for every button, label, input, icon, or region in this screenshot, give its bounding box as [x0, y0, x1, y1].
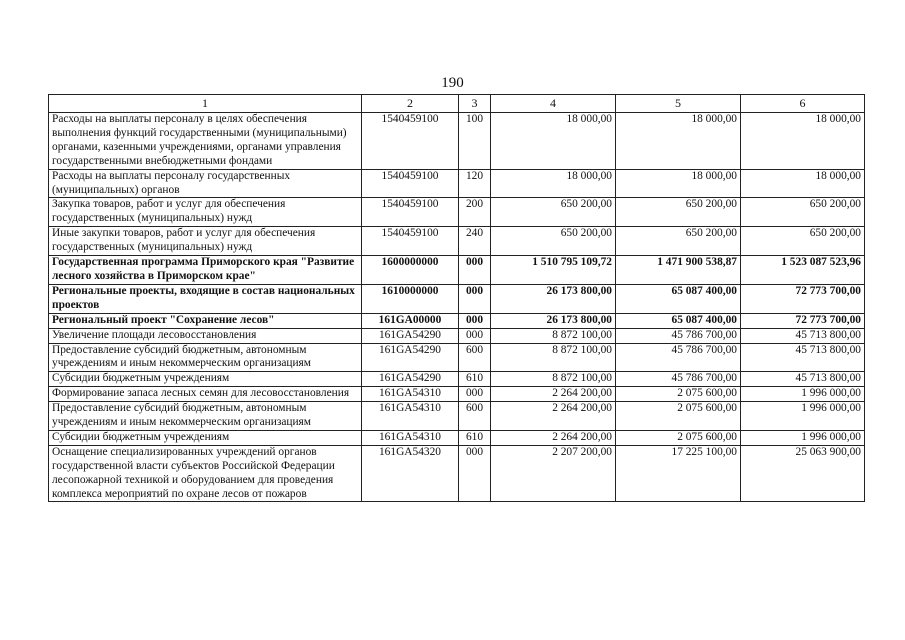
- table-row: [49, 113, 865, 170]
- row-amount-1-cell: 8 872 100,00: [491, 343, 616, 372]
- row-code-cell: 1540459100: [362, 113, 459, 170]
- row-name-cell: Расходы на выплаты персоналу государственных (муниципальных) органов: [49, 169, 362, 198]
- row-code-cell: 161GA54310: [362, 430, 459, 445]
- table-body: [49, 113, 865, 502]
- row-code-cell: 1610000000: [362, 284, 459, 313]
- row-amount-1-cell: 650 200,00: [491, 227, 616, 256]
- row-name-cell: Предоставление субсидий бюджетным, автономным учреждениям и иным некоммерческим организациям: [49, 402, 362, 431]
- table-row: [49, 328, 865, 343]
- table-row: [49, 313, 865, 328]
- row-name-cell: Субсидии бюджетным учреждениям: [49, 430, 362, 445]
- row-name-cell: Формирование запаса лесных семян для лесовосстановления: [49, 387, 362, 402]
- row-amount-1-cell: 2 207 200,00: [491, 445, 616, 502]
- row-amount-3-cell: 1 996 000,00: [741, 402, 865, 431]
- row-name-cell: Региональный проект "Сохранение лесов": [49, 313, 362, 328]
- row-amount-2-cell: 650 200,00: [616, 198, 741, 227]
- table-row: [49, 227, 865, 256]
- row-amount-3-cell: 45 713 800,00: [741, 328, 865, 343]
- row-expense-type-cell: 000: [459, 256, 491, 285]
- row-amount-1-cell: 8 872 100,00: [491, 372, 616, 387]
- row-expense-type-cell: 610: [459, 430, 491, 445]
- row-name-cell: Региональные проекты, входящие в состав национальных проектов: [49, 284, 362, 313]
- row-amount-2-cell: 650 200,00: [616, 227, 741, 256]
- row-amount-3-cell: 18 000,00: [741, 169, 865, 198]
- row-amount-3-cell: 72 773 700,00: [741, 284, 865, 313]
- row-name-cell: Закупка товаров, работ и услуг для обеспечения государственных (муниципальных) нужд: [49, 198, 362, 227]
- row-amount-3-cell: 1 996 000,00: [741, 387, 865, 402]
- row-amount-1-cell: 1 510 795 109,72: [491, 256, 616, 285]
- row-name-cell: Субсидии бюджетным учреждениям: [49, 372, 362, 387]
- row-expense-type-cell: 610: [459, 372, 491, 387]
- row-code-cell: 161GA54290: [362, 372, 459, 387]
- table-row: [49, 430, 865, 445]
- row-amount-2-cell: 45 786 700,00: [616, 343, 741, 372]
- row-name-cell: Увеличение площади лесовосстановления: [49, 328, 362, 343]
- row-amount-3-cell: 18 000,00: [741, 113, 865, 170]
- row-code-cell: 161GA54290: [362, 343, 459, 372]
- row-name-cell: Государственная программа Приморского края "Развитие лесного хозяйства в Приморском крае": [49, 256, 362, 285]
- column-header-amount-1: 4: [491, 95, 616, 113]
- row-amount-2-cell: 45 786 700,00: [616, 328, 741, 343]
- row-expense-type-cell: 200: [459, 198, 491, 227]
- row-expense-type-cell: 100: [459, 113, 491, 170]
- row-code-cell: 161GA54310: [362, 402, 459, 431]
- column-header-name: 1: [49, 95, 362, 113]
- row-amount-3-cell: 45 713 800,00: [741, 372, 865, 387]
- row-code-cell: 1540459100: [362, 198, 459, 227]
- row-amount-2-cell: 65 087 400,00: [616, 313, 741, 328]
- column-header-expense-type: 3: [459, 95, 491, 113]
- row-code-cell: 161GA54290: [362, 328, 459, 343]
- row-amount-1-cell: 8 872 100,00: [491, 328, 616, 343]
- table-row: [49, 402, 865, 431]
- row-amount-3-cell: 45 713 800,00: [741, 343, 865, 372]
- row-code-cell: 1540459100: [362, 169, 459, 198]
- row-amount-2-cell: 18 000,00: [616, 169, 741, 198]
- row-code-cell: 1540459100: [362, 227, 459, 256]
- row-amount-1-cell: 26 173 800,00: [491, 284, 616, 313]
- table-row: [49, 284, 865, 313]
- row-amount-3-cell: 650 200,00: [741, 227, 865, 256]
- column-header-amount-2: 5: [616, 95, 741, 113]
- row-amount-2-cell: 18 000,00: [616, 113, 741, 170]
- row-amount-2-cell: 2 075 600,00: [616, 387, 741, 402]
- row-amount-1-cell: 18 000,00: [491, 169, 616, 198]
- row-amount-1-cell: 2 264 200,00: [491, 387, 616, 402]
- row-expense-type-cell: 000: [459, 387, 491, 402]
- row-name-cell: Оснащение специализированных учреждений органов государственной власти субъектов Российской Федерации лесопожарной техникой и оборудованием для проведения комплекса мероприятий по охране лесов от пожаров: [49, 445, 362, 502]
- table-row: [49, 256, 865, 285]
- row-amount-2-cell: 2 075 600,00: [616, 430, 741, 445]
- row-code-cell: 161GA00000: [362, 313, 459, 328]
- row-amount-2-cell: 17 225 100,00: [616, 445, 741, 502]
- row-expense-type-cell: 240: [459, 227, 491, 256]
- row-code-cell: 161GA54320: [362, 445, 459, 502]
- table-row: [49, 169, 865, 198]
- table-row: [49, 387, 865, 402]
- row-amount-3-cell: 25 063 900,00: [741, 445, 865, 502]
- row-expense-type-cell: 000: [459, 313, 491, 328]
- row-name-cell: Иные закупки товаров, работ и услуг для обеспечения государственных (муниципальных) нужд: [49, 227, 362, 256]
- row-expense-type-cell: 000: [459, 284, 491, 313]
- row-expense-type-cell: 600: [459, 402, 491, 431]
- row-amount-1-cell: 2 264 200,00: [491, 430, 616, 445]
- table-row: [49, 445, 865, 502]
- row-amount-1-cell: 18 000,00: [491, 113, 616, 170]
- row-amount-2-cell: 2 075 600,00: [616, 402, 741, 431]
- row-amount-3-cell: 1 996 000,00: [741, 430, 865, 445]
- row-name-cell: Предоставление субсидий бюджетным, автономным учреждениям и иным некоммерческим организациям: [49, 343, 362, 372]
- table-header-row: [49, 95, 865, 113]
- row-amount-3-cell: 1 523 087 523,96: [741, 256, 865, 285]
- row-expense-type-cell: 120: [459, 169, 491, 198]
- budget-table: [48, 94, 865, 502]
- row-amount-1-cell: 26 173 800,00: [491, 313, 616, 328]
- row-amount-2-cell: 1 471 900 538,87: [616, 256, 741, 285]
- row-code-cell: 161GA54310: [362, 387, 459, 402]
- row-amount-3-cell: 72 773 700,00: [741, 313, 865, 328]
- row-code-cell: 1600000000: [362, 256, 459, 285]
- page-number: 190: [441, 75, 464, 91]
- row-amount-3-cell: 650 200,00: [741, 198, 865, 227]
- column-header-code: 2: [362, 95, 459, 113]
- row-amount-1-cell: 650 200,00: [491, 198, 616, 227]
- row-expense-type-cell: 000: [459, 445, 491, 502]
- row-expense-type-cell: 000: [459, 328, 491, 343]
- row-amount-2-cell: 45 786 700,00: [616, 372, 741, 387]
- table-row: [49, 198, 865, 227]
- table-row: [49, 343, 865, 372]
- row-name-cell: Расходы на выплаты персоналу в целях обеспечения выполнения функций государственными (муниципальными) органами, казенными учреждениями, органами управления государственными внебюджетными фондами: [49, 113, 362, 170]
- row-amount-1-cell: 2 264 200,00: [491, 402, 616, 431]
- row-amount-2-cell: 65 087 400,00: [616, 284, 741, 313]
- column-header-amount-3: 6: [741, 95, 865, 113]
- table-row: [49, 372, 865, 387]
- row-expense-type-cell: 600: [459, 343, 491, 372]
